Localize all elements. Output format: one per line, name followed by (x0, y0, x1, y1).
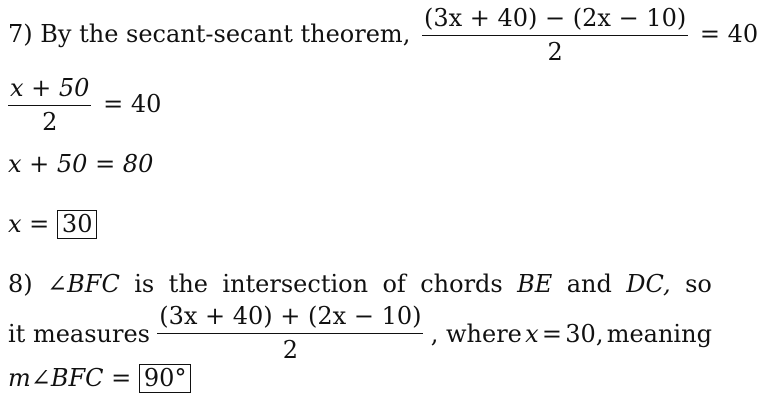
step8-row1-word: the (168, 270, 208, 298)
step7-line4-lhs: x = (8, 210, 50, 238)
step7-fraction (422, 6, 688, 65)
step7-line3: x + 50 = 80 (8, 150, 154, 178)
step8-row2-where: , where (430, 319, 522, 348)
step8-row2-eq: = (541, 319, 563, 348)
step8-fraction (157, 304, 423, 363)
fraction-bar (8, 105, 91, 106)
step8-row2 (8, 304, 712, 363)
fraction-bar (157, 333, 423, 334)
step7-line2 (8, 76, 161, 135)
step7-line1 (8, 6, 758, 65)
step8-row1-word: of (382, 270, 406, 298)
step7-fraction-numerator: (3x + 40) − (2x − 10) (423, 4, 687, 32)
step8-row1-word: so (685, 270, 712, 298)
step7-equals: = 40 (699, 20, 758, 49)
step7-line2-denominator: 2 (42, 108, 58, 137)
step7-answer-box: 30 (57, 210, 98, 239)
step8-row1-word: and (566, 270, 612, 298)
step8-row2-meaning: meaning (606, 319, 712, 348)
step8-row2-x: x (525, 319, 539, 348)
step8-row1-word: chords (420, 270, 503, 298)
step8-row3 (8, 364, 191, 393)
step8-row1-word: is (134, 270, 155, 298)
step8-row1-word: 8) (8, 270, 33, 298)
step8-fraction-denominator: 2 (282, 336, 298, 365)
step7-line4 (8, 210, 97, 239)
step8-fraction-numerator: (3x + 40) + (2x − 10) (159, 302, 422, 330)
step8-row1-word: ∠BFC (47, 270, 120, 298)
step7-line2-rhs: = 40 (103, 90, 162, 119)
step7-line2-fraction (8, 76, 91, 135)
step8-row1 (8, 272, 712, 296)
step8-row2-pre: it measures (8, 319, 150, 348)
step8-row3-lhs: m∠BFC = (8, 364, 132, 392)
step8-row1-word: DC, (626, 270, 671, 298)
step8-row1-word: BE (517, 270, 553, 298)
step7-fraction-denominator: 2 (547, 38, 563, 67)
step7-line2-numerator: x + 50 (10, 74, 90, 102)
step8-answer-box: 90° (139, 364, 192, 393)
step8-row1-word: intersection (222, 270, 369, 298)
step8-row2-value: 30, (565, 319, 604, 348)
step7-intro: 7) By the secant-secant theorem, (8, 20, 411, 49)
fraction-bar (422, 35, 688, 36)
